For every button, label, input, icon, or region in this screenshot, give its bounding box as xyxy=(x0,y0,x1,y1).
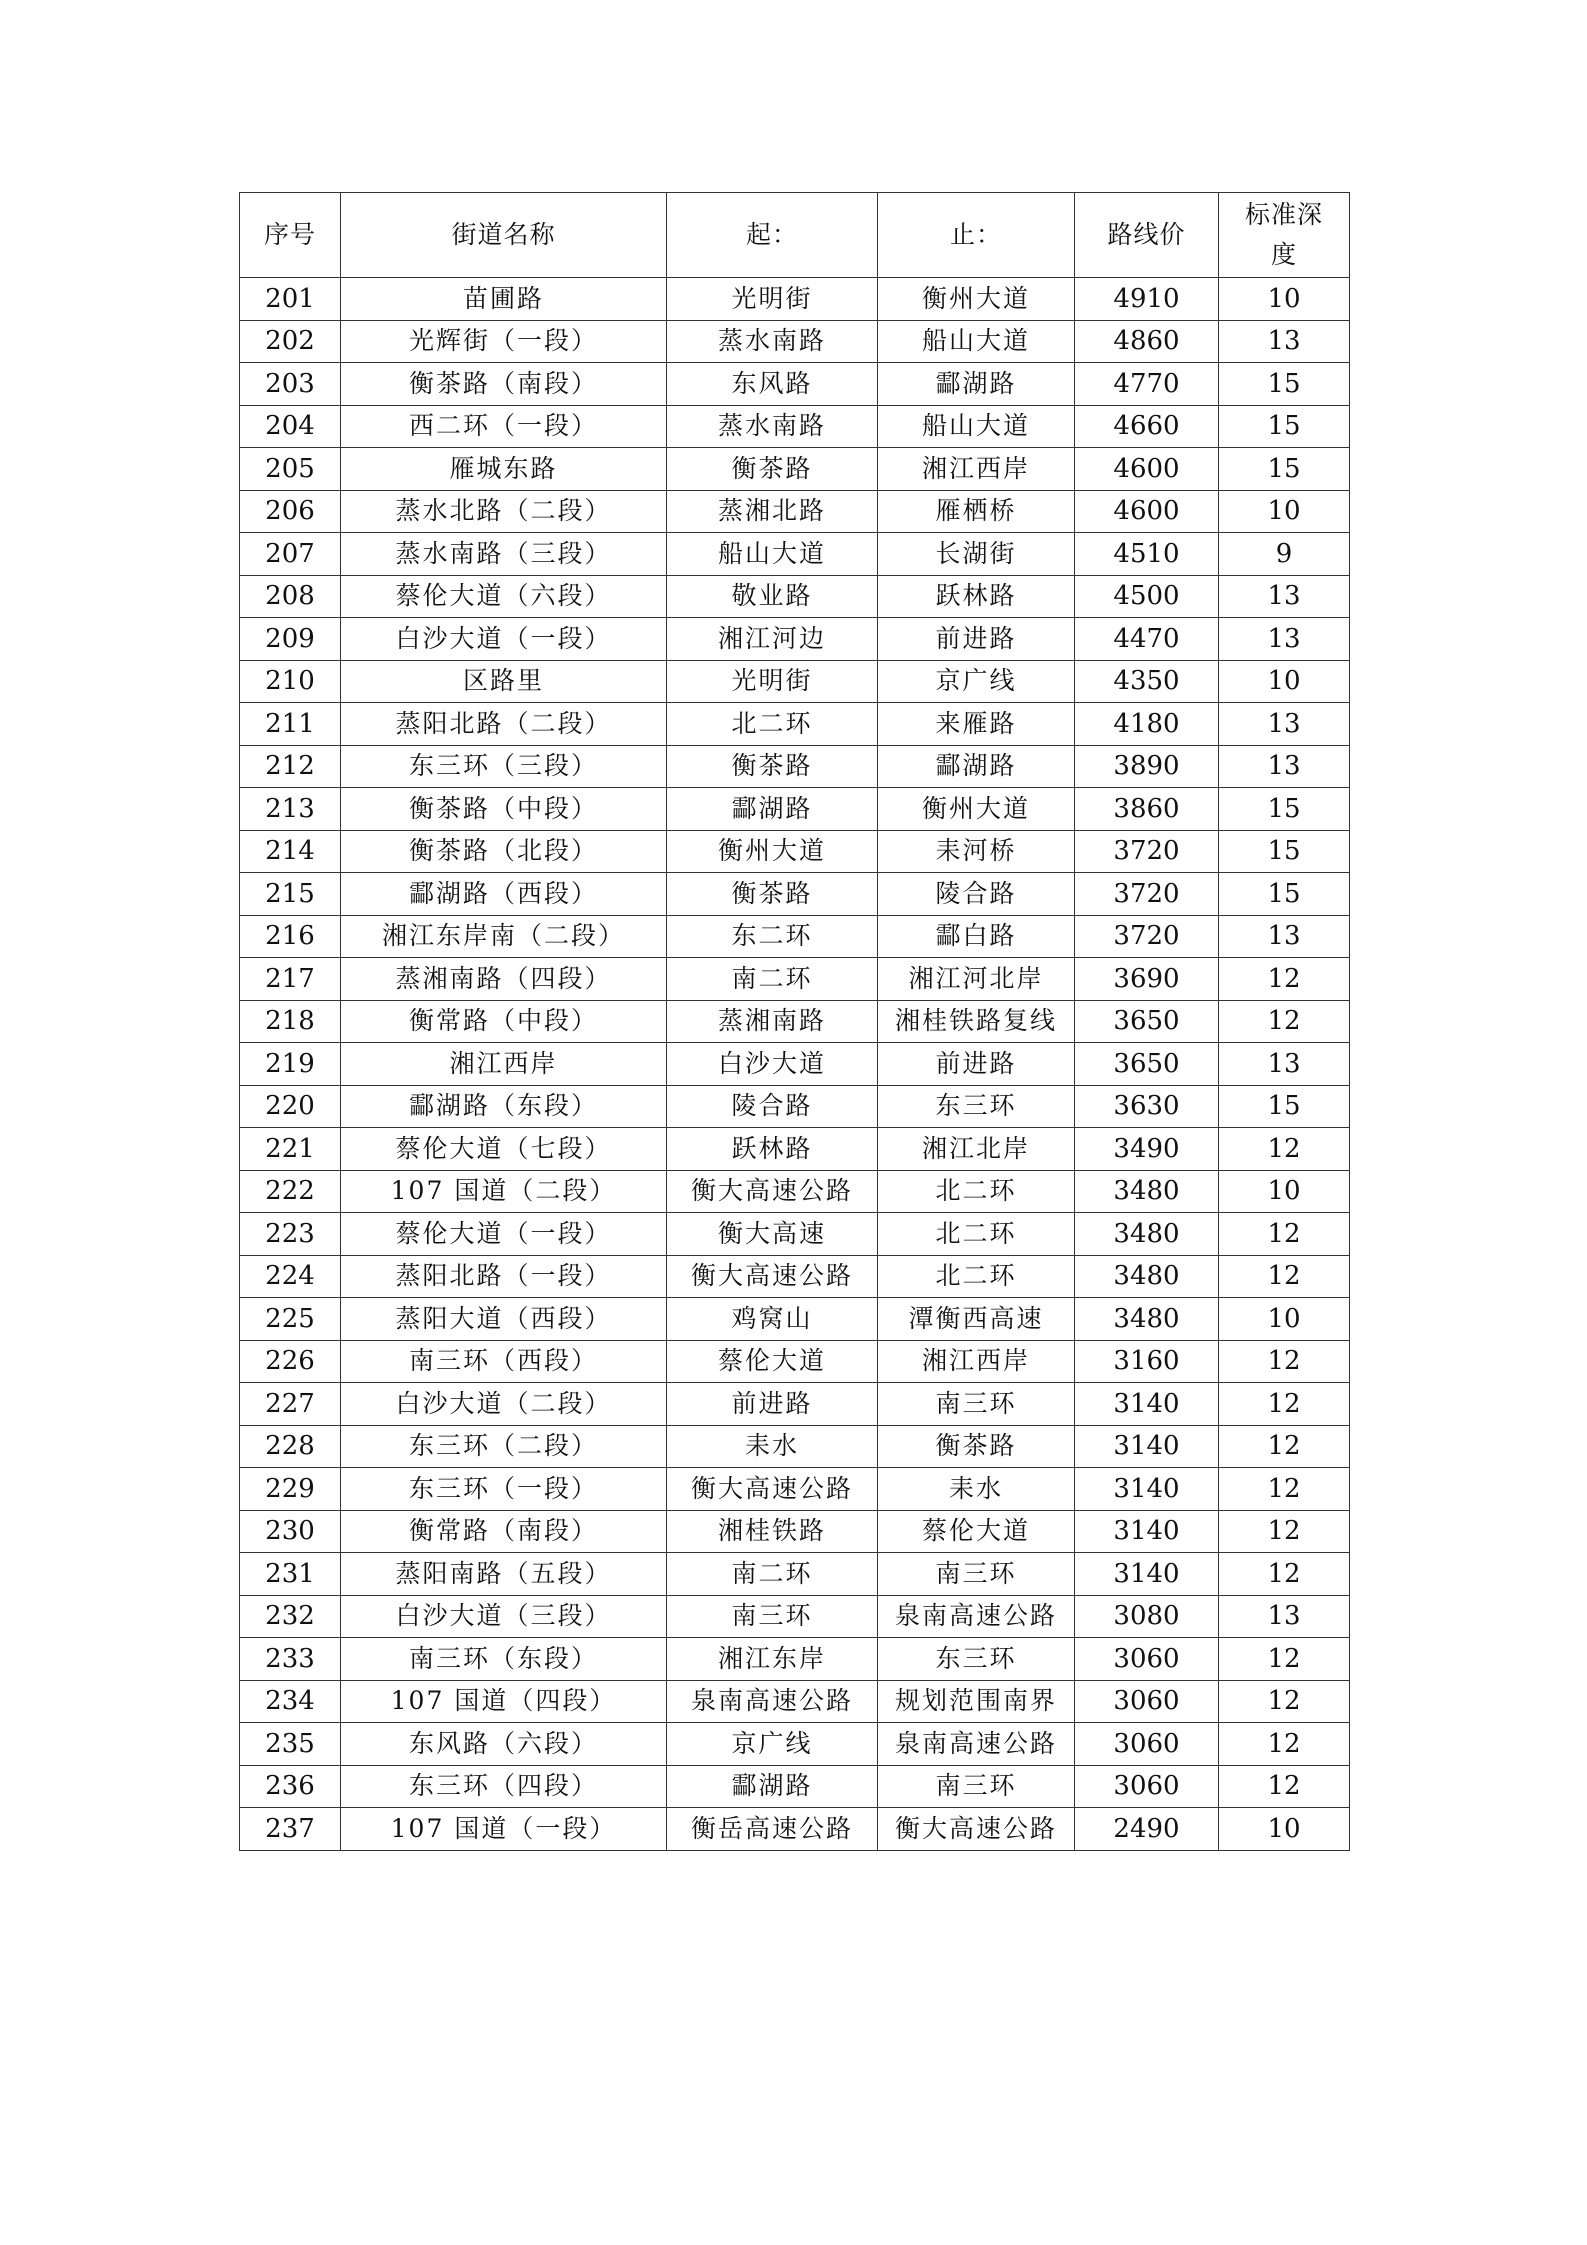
cell-end: 酃白路 xyxy=(878,915,1075,958)
cell-start: 耒水 xyxy=(667,1425,878,1468)
cell-index: 206 xyxy=(240,490,341,533)
cell-standard-depth: 10 xyxy=(1219,1170,1350,1213)
cell-start: 衡茶路 xyxy=(667,873,878,916)
cell-standard-depth: 9 xyxy=(1219,533,1350,576)
table-row xyxy=(240,490,1350,533)
table-row xyxy=(240,958,1350,1001)
cell-end: 泉南高速公路 xyxy=(878,1723,1075,1766)
cell-start: 湘江河边 xyxy=(667,618,878,661)
cell-index: 235 xyxy=(240,1723,341,1766)
table-row xyxy=(240,1340,1350,1383)
cell-standard-depth: 10 xyxy=(1219,660,1350,703)
cell-standard-depth: 12 xyxy=(1219,1213,1350,1256)
cell-index: 227 xyxy=(240,1383,341,1426)
cell-start: 衡岳高速公路 xyxy=(667,1808,878,1851)
header-start: 起： xyxy=(667,193,878,278)
cell-standard-depth: 10 xyxy=(1219,1808,1350,1851)
cell-end: 衡州大道 xyxy=(878,788,1075,831)
cell-standard-depth: 13 xyxy=(1219,320,1350,363)
cell-end: 前进路 xyxy=(878,618,1075,661)
cell-index: 209 xyxy=(240,618,341,661)
cell-start: 蒸水南路 xyxy=(667,320,878,363)
cell-index: 237 xyxy=(240,1808,341,1851)
cell-index: 219 xyxy=(240,1043,341,1086)
cell-start: 跃林路 xyxy=(667,1128,878,1171)
cell-index: 205 xyxy=(240,448,341,491)
cell-index: 225 xyxy=(240,1298,341,1341)
cell-route-price: 3720 xyxy=(1075,873,1219,916)
cell-index: 228 xyxy=(240,1425,341,1468)
table-row xyxy=(240,575,1350,618)
cell-end: 船山大道 xyxy=(878,320,1075,363)
cell-index: 221 xyxy=(240,1128,341,1171)
cell-street-name: 酃湖路（西段） xyxy=(341,873,667,916)
cell-index: 222 xyxy=(240,1170,341,1213)
cell-route-price: 3140 xyxy=(1075,1425,1219,1468)
cell-end: 船山大道 xyxy=(878,405,1075,448)
cell-end: 雁栖桥 xyxy=(878,490,1075,533)
cell-street-name: 蒸水北路（二段） xyxy=(341,490,667,533)
header-street-name: 街道名称 xyxy=(341,193,667,278)
cell-start: 衡大高速公路 xyxy=(667,1468,878,1511)
cell-standard-depth: 13 xyxy=(1219,1043,1350,1086)
table-row xyxy=(240,278,1350,321)
table-row xyxy=(240,320,1350,363)
cell-start: 前进路 xyxy=(667,1383,878,1426)
cell-index: 233 xyxy=(240,1638,341,1681)
table-row xyxy=(240,1680,1350,1723)
cell-start: 酃湖路 xyxy=(667,788,878,831)
cell-end: 南三环 xyxy=(878,1553,1075,1596)
cell-index: 236 xyxy=(240,1765,341,1808)
cell-route-price: 3140 xyxy=(1075,1383,1219,1426)
header-standard-depth-label: 标准深度 xyxy=(1244,200,1323,269)
table-row xyxy=(240,1723,1350,1766)
cell-standard-depth: 10 xyxy=(1219,490,1350,533)
cell-index: 204 xyxy=(240,405,341,448)
cell-route-price: 3650 xyxy=(1075,1000,1219,1043)
cell-route-price: 3060 xyxy=(1075,1765,1219,1808)
cell-start: 衡大高速公路 xyxy=(667,1170,878,1213)
cell-route-price: 4600 xyxy=(1075,490,1219,533)
cell-start: 蒸水南路 xyxy=(667,405,878,448)
table-row xyxy=(240,1170,1350,1213)
cell-end: 东三环 xyxy=(878,1085,1075,1128)
table-row xyxy=(240,1468,1350,1511)
table-row xyxy=(240,788,1350,831)
cell-standard-depth: 12 xyxy=(1219,1510,1350,1553)
cell-start: 北二环 xyxy=(667,703,878,746)
cell-route-price: 4910 xyxy=(1075,278,1219,321)
cell-street-name: 蔡伦大道（一段） xyxy=(341,1213,667,1256)
cell-index: 226 xyxy=(240,1340,341,1383)
cell-start: 酃湖路 xyxy=(667,1765,878,1808)
cell-route-price: 3480 xyxy=(1075,1170,1219,1213)
cell-end: 湘江北岸 xyxy=(878,1128,1075,1171)
cell-standard-depth: 15 xyxy=(1219,873,1350,916)
cell-standard-depth: 12 xyxy=(1219,1723,1350,1766)
cell-index: 207 xyxy=(240,533,341,576)
table-row xyxy=(240,1128,1350,1171)
cell-standard-depth: 12 xyxy=(1219,1765,1350,1808)
table-row xyxy=(240,1510,1350,1553)
cell-start: 衡州大道 xyxy=(667,830,878,873)
cell-route-price: 4180 xyxy=(1075,703,1219,746)
table-row xyxy=(240,1213,1350,1256)
table-row xyxy=(240,1255,1350,1298)
cell-end: 前进路 xyxy=(878,1043,1075,1086)
cell-route-price: 3720 xyxy=(1075,830,1219,873)
cell-start: 衡茶路 xyxy=(667,448,878,491)
cell-standard-depth: 12 xyxy=(1219,1340,1350,1383)
cell-street-name: 酃湖路（东段） xyxy=(341,1085,667,1128)
table-row xyxy=(240,915,1350,958)
cell-street-name: 107 国道（二段） xyxy=(341,1170,667,1213)
table-row xyxy=(240,1383,1350,1426)
cell-end: 衡州大道 xyxy=(878,278,1075,321)
cell-street-name: 蔡伦大道（六段） xyxy=(341,575,667,618)
cell-end: 耒河桥 xyxy=(878,830,1075,873)
cell-street-name: 衡茶路（中段） xyxy=(341,788,667,831)
cell-end: 湘桂铁路复线 xyxy=(878,1000,1075,1043)
cell-route-price: 4350 xyxy=(1075,660,1219,703)
table-row xyxy=(240,1808,1350,1851)
table-row xyxy=(240,1595,1350,1638)
table-row xyxy=(240,1298,1350,1341)
cell-route-price: 3630 xyxy=(1075,1085,1219,1128)
cell-route-price: 3080 xyxy=(1075,1595,1219,1638)
cell-street-name: 白沙大道（一段） xyxy=(341,618,667,661)
cell-start: 蒸湘北路 xyxy=(667,490,878,533)
cell-index: 229 xyxy=(240,1468,341,1511)
cell-route-price: 4470 xyxy=(1075,618,1219,661)
cell-end: 耒水 xyxy=(878,1468,1075,1511)
road-price-table xyxy=(239,192,1350,1851)
cell-end: 湘江西岸 xyxy=(878,448,1075,491)
cell-standard-depth: 15 xyxy=(1219,363,1350,406)
cell-end: 蔡伦大道 xyxy=(878,1510,1075,1553)
cell-start: 南二环 xyxy=(667,958,878,1001)
cell-route-price: 3480 xyxy=(1075,1213,1219,1256)
cell-start: 南三环 xyxy=(667,1595,878,1638)
cell-start: 湘桂铁路 xyxy=(667,1510,878,1553)
table-row xyxy=(240,363,1350,406)
cell-index: 202 xyxy=(240,320,341,363)
cell-index: 210 xyxy=(240,660,341,703)
cell-street-name: 东三环（二段） xyxy=(341,1425,667,1468)
cell-standard-depth: 12 xyxy=(1219,1383,1350,1426)
cell-start: 鸡窝山 xyxy=(667,1298,878,1341)
cell-standard-depth: 15 xyxy=(1219,788,1350,831)
cell-street-name: 东三环（一段） xyxy=(341,1468,667,1511)
cell-street-name: 东风路（六段） xyxy=(341,1723,667,1766)
cell-end: 潭衡西高速 xyxy=(878,1298,1075,1341)
table-row xyxy=(240,1043,1350,1086)
cell-street-name: 衡常路（南段） xyxy=(341,1510,667,1553)
cell-standard-depth: 12 xyxy=(1219,1000,1350,1043)
cell-end: 湘江河北岸 xyxy=(878,958,1075,1001)
cell-index: 232 xyxy=(240,1595,341,1638)
cell-route-price: 3480 xyxy=(1075,1255,1219,1298)
cell-index: 224 xyxy=(240,1255,341,1298)
cell-route-price: 3490 xyxy=(1075,1128,1219,1171)
cell-street-name: 衡茶路（南段） xyxy=(341,363,667,406)
cell-standard-depth: 12 xyxy=(1219,1255,1350,1298)
cell-route-price: 3060 xyxy=(1075,1723,1219,1766)
cell-start: 东二环 xyxy=(667,915,878,958)
cell-route-price: 3890 xyxy=(1075,745,1219,788)
cell-end: 衡茶路 xyxy=(878,1425,1075,1468)
cell-route-price: 3160 xyxy=(1075,1340,1219,1383)
cell-standard-depth: 13 xyxy=(1219,915,1350,958)
cell-route-price: 4660 xyxy=(1075,405,1219,448)
cell-street-name: 白沙大道（二段） xyxy=(341,1383,667,1426)
cell-end: 酃湖路 xyxy=(878,745,1075,788)
cell-start: 衡大高速公路 xyxy=(667,1255,878,1298)
cell-street-name: 107 国道（一段） xyxy=(341,1808,667,1851)
cell-end: 北二环 xyxy=(878,1213,1075,1256)
cell-index: 220 xyxy=(240,1085,341,1128)
cell-route-price: 3060 xyxy=(1075,1680,1219,1723)
table-row xyxy=(240,873,1350,916)
cell-end: 衡大高速公路 xyxy=(878,1808,1075,1851)
cell-route-price: 3480 xyxy=(1075,1298,1219,1341)
table-row xyxy=(240,660,1350,703)
cell-route-price: 4770 xyxy=(1075,363,1219,406)
cell-start: 光明街 xyxy=(667,660,878,703)
cell-route-price: 3690 xyxy=(1075,958,1219,1001)
cell-end: 规划范围南界 xyxy=(878,1680,1075,1723)
table-row xyxy=(240,1085,1350,1128)
cell-route-price: 4500 xyxy=(1075,575,1219,618)
table-row xyxy=(240,745,1350,788)
cell-start: 蔡伦大道 xyxy=(667,1340,878,1383)
cell-street-name: 苗圃路 xyxy=(341,278,667,321)
cell-street-name: 蒸阳北路（一段） xyxy=(341,1255,667,1298)
cell-index: 201 xyxy=(240,278,341,321)
cell-standard-depth: 12 xyxy=(1219,1128,1350,1171)
cell-route-price: 3650 xyxy=(1075,1043,1219,1086)
cell-route-price: 3140 xyxy=(1075,1468,1219,1511)
table-row xyxy=(240,618,1350,661)
cell-index: 208 xyxy=(240,575,341,618)
cell-index: 218 xyxy=(240,1000,341,1043)
cell-standard-depth: 12 xyxy=(1219,1638,1350,1681)
cell-end: 南三环 xyxy=(878,1765,1075,1808)
table-body xyxy=(240,278,1350,1851)
cell-route-price: 4860 xyxy=(1075,320,1219,363)
cell-standard-depth: 13 xyxy=(1219,703,1350,746)
cell-street-name: 湘江西岸 xyxy=(341,1043,667,1086)
cell-standard-depth: 13 xyxy=(1219,618,1350,661)
table-row xyxy=(240,1425,1350,1468)
cell-street-name: 蔡伦大道（七段） xyxy=(341,1128,667,1171)
cell-street-name: 西二环（一段） xyxy=(341,405,667,448)
cell-street-name: 东三环（四段） xyxy=(341,1765,667,1808)
cell-standard-depth: 13 xyxy=(1219,575,1350,618)
cell-start: 船山大道 xyxy=(667,533,878,576)
cell-street-name: 南三环（西段） xyxy=(341,1340,667,1383)
cell-street-name: 衡常路（中段） xyxy=(341,1000,667,1043)
cell-end: 北二环 xyxy=(878,1170,1075,1213)
cell-start: 白沙大道 xyxy=(667,1043,878,1086)
cell-start: 光明街 xyxy=(667,278,878,321)
table-row xyxy=(240,533,1350,576)
cell-start: 敬业路 xyxy=(667,575,878,618)
cell-street-name: 光辉街（一段） xyxy=(341,320,667,363)
table-header-row xyxy=(240,193,1350,278)
cell-standard-depth: 15 xyxy=(1219,830,1350,873)
cell-end: 陵合路 xyxy=(878,873,1075,916)
cell-index: 203 xyxy=(240,363,341,406)
header-standard-depth xyxy=(1219,193,1350,278)
cell-index: 214 xyxy=(240,830,341,873)
cell-street-name: 蒸湘南路（四段） xyxy=(341,958,667,1001)
cell-start: 衡大高速 xyxy=(667,1213,878,1256)
cell-route-price: 4510 xyxy=(1075,533,1219,576)
cell-end: 来雁路 xyxy=(878,703,1075,746)
cell-index: 211 xyxy=(240,703,341,746)
cell-route-price: 4600 xyxy=(1075,448,1219,491)
cell-street-name: 蒸阳北路（二段） xyxy=(341,703,667,746)
cell-end: 东三环 xyxy=(878,1638,1075,1681)
cell-start: 泉南高速公路 xyxy=(667,1680,878,1723)
cell-index: 234 xyxy=(240,1680,341,1723)
cell-standard-depth: 12 xyxy=(1219,1425,1350,1468)
cell-standard-depth: 15 xyxy=(1219,405,1350,448)
cell-index: 223 xyxy=(240,1213,341,1256)
cell-street-name: 蒸阳南路（五段） xyxy=(341,1553,667,1596)
header-index: 序号 xyxy=(240,193,341,278)
cell-route-price: 3140 xyxy=(1075,1553,1219,1596)
cell-index: 216 xyxy=(240,915,341,958)
table-row xyxy=(240,1765,1350,1808)
table-row xyxy=(240,1000,1350,1043)
cell-index: 230 xyxy=(240,1510,341,1553)
cell-standard-depth: 13 xyxy=(1219,1595,1350,1638)
cell-route-price: 2490 xyxy=(1075,1808,1219,1851)
cell-standard-depth: 12 xyxy=(1219,1468,1350,1511)
cell-end: 湘江西岸 xyxy=(878,1340,1075,1383)
cell-end: 京广线 xyxy=(878,660,1075,703)
cell-start: 衡茶路 xyxy=(667,745,878,788)
cell-route-price: 3060 xyxy=(1075,1638,1219,1681)
cell-street-name: 南三环（东段） xyxy=(341,1638,667,1681)
cell-standard-depth: 15 xyxy=(1219,1085,1350,1128)
cell-start: 京广线 xyxy=(667,1723,878,1766)
cell-index: 215 xyxy=(240,873,341,916)
cell-index: 212 xyxy=(240,745,341,788)
cell-start: 东风路 xyxy=(667,363,878,406)
cell-index: 231 xyxy=(240,1553,341,1596)
cell-start: 湘江东岸 xyxy=(667,1638,878,1681)
cell-street-name: 湘江东岸南（二段） xyxy=(341,915,667,958)
cell-start: 蒸湘南路 xyxy=(667,1000,878,1043)
cell-start: 陵合路 xyxy=(667,1085,878,1128)
table-row xyxy=(240,1553,1350,1596)
cell-street-name: 白沙大道（三段） xyxy=(341,1595,667,1638)
table-row xyxy=(240,703,1350,746)
cell-standard-depth: 12 xyxy=(1219,1553,1350,1596)
cell-route-price: 3140 xyxy=(1075,1510,1219,1553)
cell-end: 跃林路 xyxy=(878,575,1075,618)
cell-street-name: 衡茶路（北段） xyxy=(341,830,667,873)
table-row xyxy=(240,830,1350,873)
cell-street-name: 雁城东路 xyxy=(341,448,667,491)
cell-index: 213 xyxy=(240,788,341,831)
cell-end: 北二环 xyxy=(878,1255,1075,1298)
cell-standard-depth: 15 xyxy=(1219,448,1350,491)
header-end: 止： xyxy=(878,193,1075,278)
cell-end: 长湖街 xyxy=(878,533,1075,576)
header-route-price: 路线价 xyxy=(1075,193,1219,278)
cell-standard-depth: 10 xyxy=(1219,1298,1350,1341)
cell-street-name: 107 国道（四段） xyxy=(341,1680,667,1723)
cell-route-price: 3720 xyxy=(1075,915,1219,958)
cell-street-name: 蒸水南路（三段） xyxy=(341,533,667,576)
cell-street-name: 区路里 xyxy=(341,660,667,703)
cell-end: 泉南高速公路 xyxy=(878,1595,1075,1638)
cell-start: 南二环 xyxy=(667,1553,878,1596)
cell-index: 217 xyxy=(240,958,341,1001)
cell-street-name: 东三环（三段） xyxy=(341,745,667,788)
table-row xyxy=(240,448,1350,491)
cell-end: 南三环 xyxy=(878,1383,1075,1426)
cell-standard-depth: 10 xyxy=(1219,278,1350,321)
cell-standard-depth: 12 xyxy=(1219,958,1350,1001)
cell-route-price: 3860 xyxy=(1075,788,1219,831)
cell-standard-depth: 13 xyxy=(1219,745,1350,788)
cell-standard-depth: 12 xyxy=(1219,1680,1350,1723)
cell-end: 酃湖路 xyxy=(878,363,1075,406)
table-row xyxy=(240,1638,1350,1681)
table-row xyxy=(240,405,1350,448)
cell-street-name: 蒸阳大道（西段） xyxy=(341,1298,667,1341)
